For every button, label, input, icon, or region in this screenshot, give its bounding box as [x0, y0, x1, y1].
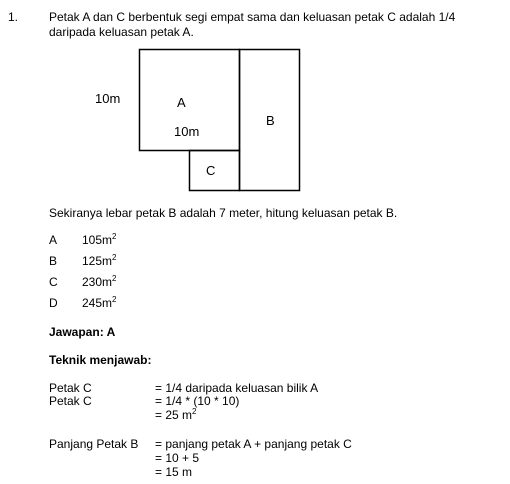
option-value: 245m: [82, 296, 113, 310]
answer-text: Jawapan: A: [49, 325, 116, 339]
option-power: 2: [112, 253, 117, 262]
option-letter: D: [49, 296, 58, 310]
label-plot-a: A: [177, 95, 186, 110]
option-value: 105m: [82, 233, 113, 247]
option-b: [49, 253, 117, 268]
option-value: 125m: [82, 254, 113, 268]
question-text-line-2: daripada keluasan petak A.: [49, 25, 194, 39]
label-plot-b: B: [266, 113, 275, 128]
option-letter: A: [49, 233, 58, 247]
option-power: 2: [112, 295, 117, 304]
option-letter: B: [49, 254, 58, 268]
option-power: 2: [112, 274, 117, 283]
option-value: 230m: [82, 275, 113, 289]
working-line: = 25 $m^2$: [155, 407, 197, 422]
option-d: [49, 295, 117, 310]
working-line: = 1/4 * (10 * 10): [155, 394, 240, 408]
option-a: [49, 232, 117, 247]
option-letter: C: [49, 275, 58, 289]
label-left-side: 10m: [95, 91, 121, 106]
option-power: 2: [112, 232, 117, 241]
label-plot-c: C: [206, 163, 216, 178]
label-plot-a-side: 10m: [174, 124, 200, 139]
option-c: [49, 274, 117, 289]
technique-title: Teknik menjawab:: [49, 353, 152, 367]
working-line: = 15 m: [155, 465, 193, 479]
working-label: Petak C: [49, 394, 92, 408]
working-label: Panjang Petak B: [49, 437, 139, 451]
working-line: = 10 + 5: [155, 451, 200, 465]
working-line: = panjang petak A + panjang petak C: [155, 437, 352, 451]
question-prompt: Sekiranya lebar petak B adalah 7 meter, hitung keluasan petak B.: [49, 206, 398, 220]
working-label: Petak C: [49, 381, 92, 395]
question-text-line-1: Petak A dan C berbentuk segi empat sama dan keluasan petak C adalah 1/4: [49, 10, 456, 24]
question-number: 1.: [8, 10, 19, 24]
working-line: = 1/4 daripada keluasan bilik A: [155, 381, 319, 395]
